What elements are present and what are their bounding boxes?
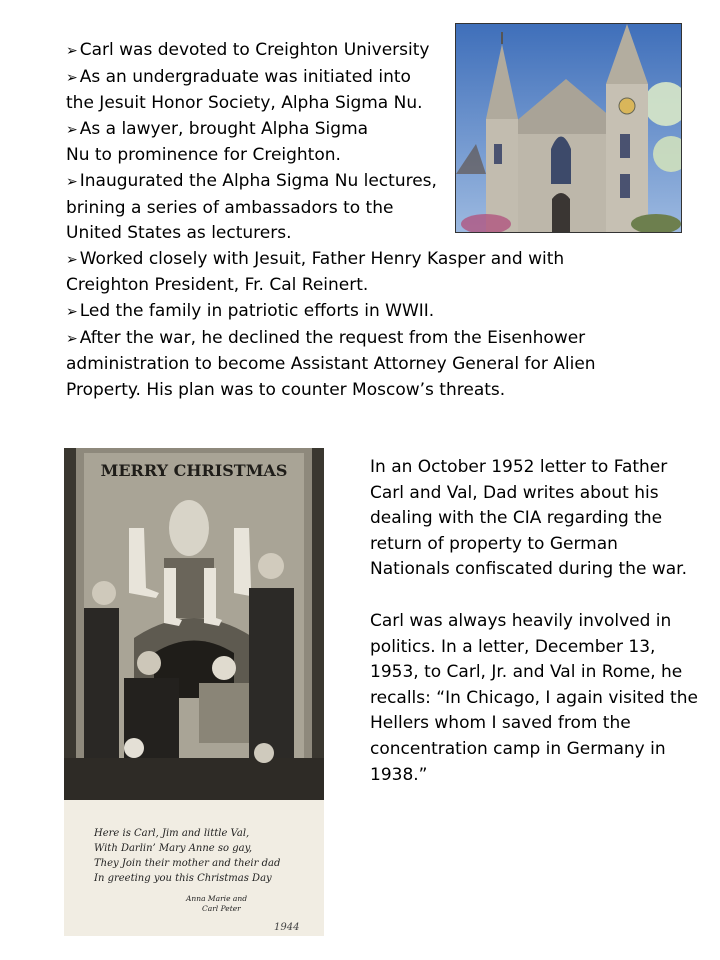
arrow-bullet-icon: ➢ — [66, 43, 78, 59]
photo-caption: Here is Carl, Jim and little Val, With Darlin’ Mary Anne so gay, They Join their mother and their dad In greeting you this Christmas Day — [94, 828, 281, 884]
bullet-line-cont: brining a series of ambassadors to the — [66, 197, 394, 218]
paragraph-gap — [370, 583, 705, 609]
bullet-line-cont: administration to become Assistant Attorney General for Alien — [66, 354, 596, 375]
paragraph-politics: Carl was always heavily involved in politics. In a letter, December 13, 1953, to Carl, Jr. and Val in Rome, he recalls: “In Chicago, I again visited the Hellers whom I saved from the concentration camp in Germany in 1938.” — [370, 610, 698, 785]
bullet-line-cont: United States as lecturers. — [66, 223, 292, 244]
bullet-line: ➢ Inaugurated the Alpha Sigma Nu lectures, — [66, 170, 437, 191]
photo-year: 1944 — [274, 922, 300, 933]
arrow-bullet-icon: ➢ — [66, 303, 78, 320]
arrow-bullet-icon: ➢ — [66, 69, 78, 86]
bullet-line: ➢ As a lawyer, brought Alpha Sigma — [66, 118, 369, 139]
christmas-card-photo — [64, 448, 324, 936]
banner-text: MERRY CHRISTMAS — [100, 461, 288, 480]
bullet-line: ➢ Led the family in patriotic efforts in WWII. — [66, 300, 435, 321]
bullet-line: ➢ As an undergraduate was initiated into — [66, 66, 411, 87]
right-text-block — [370, 455, 705, 788]
arrow-bullet-icon: ➢ — [66, 330, 78, 347]
bullet-line-cont: Nu to prominence for Creighton. — [66, 145, 341, 166]
photo-signature: Anna Marie and Carl Peter — [186, 894, 247, 913]
bullet-line-cont: Property. His plan was to counter Moscow’s threats. — [66, 379, 506, 400]
paragraph-cia-letter: In an October 1952 letter to Father Carl and Val, Dad writes about his dealing with the CIA regarding the return of property to German Nationals confiscated during the war. — [370, 457, 687, 580]
bullet-line: ➢ Carl was devoted to Creighton University — [66, 40, 430, 60]
bullet-line: ➢ Worked closely with Jesuit, Father Henry Kasper and with — [66, 248, 565, 269]
bullet-line-cont: Creighton President, Fr. Cal Reinert. — [66, 275, 369, 296]
bullet-line-cont: the Jesuit Honor Society, Alpha Sigma Nu. — [66, 93, 423, 114]
arrow-bullet-icon: ➢ — [66, 173, 78, 190]
arrow-bullet-icon: ➢ — [66, 121, 78, 138]
bullet-line: ➢ After the war, he declined the request from the Eisenhower — [66, 327, 586, 348]
family-photo-illustration — [64, 448, 324, 800]
church-illustration — [456, 24, 681, 232]
arrow-bullet-icon: ➢ — [66, 251, 78, 268]
church-photo — [455, 23, 682, 233]
